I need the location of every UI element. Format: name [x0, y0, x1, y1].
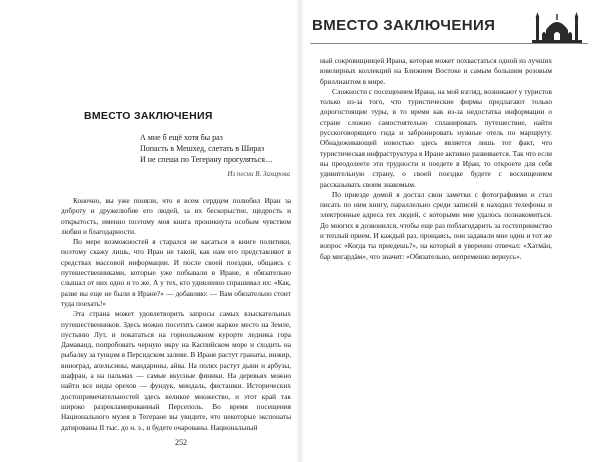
epigraph-line: Попасть в Мешхед, слетать в Шираз [140, 144, 265, 153]
epigraph-source: Из песни В. Захарова [227, 170, 290, 178]
epigraph-line: А мне б ещё хотя бы раз [140, 133, 223, 142]
left-page-body [61, 196, 291, 433]
page-number: 252 [175, 438, 187, 447]
paragraph: По приезде домой я достал свои заметки с фотографиями и стал писать по ним книгу, параллельно среди записей я находил телефоны и электронные адреса тех людей, с которыми мне удалось познакомиться. До многих я дозвонился, чтобы еще раз поблагодарить за гостеприимство и теплый прием. И каждый раз, прощаясь, они задавали мне один и тот же вопрос «Когда ты приедешь?», на который я уверенно отвечал: «Хатмäн, бар мигардäм», что значит: «Обязательно, непременно вернусь». [320, 189, 552, 261]
epigraph-line: И не спеша по Тегерану прогуляться… [140, 155, 273, 164]
paragraph: Конечно, вы уже поняли, что я всем сердцем полюбил Иран за доброту и дружелюбие его людей, за их бескорыстие, щедрость и открытость, именно поэтому моя книга проникнута особым чувством любви и благодарности. [61, 196, 291, 236]
chapter-title: ВМЕСТО ЗАКЛЮЧЕНИЯ [84, 110, 213, 122]
paragraph: Эта страна может удовлетворить запросы самых взыскательных путешественников. Здесь можно посетить самое жаркое место на Земле, пустыню Лут, и покататься на горнолыжном курорте ледника гора Дамаванд, попробовать черную икру на Каспийском море и сходить на рыбалку за тунцом в Персидском заливе. В Иране растут гранаты, инжир, виноград, апельсины, мандарины, айва. На полях растут дыни и арбузы, шафран, а на пальмах — самые вкусные финики. На деревьях можно найти все виды орехов — фундук, миндаль, фисташки. Исторических достопримечательностей здесь великое множество, и этот край так широко разрекламированный Персеполь. Во время посещения Национального музея в Тегеране вы увидите, что некоторые экспонаты датированы II тыс. до н. э., и будете очарованы. Национальный [61, 309, 291, 432]
header-rule [310, 43, 588, 44]
mosque-icon [532, 10, 582, 44]
paragraph: ный сокровищницей Ирана, которая может похвастаться одной из лучших ювелирных коллекций на Ближнем Востоке и самым большим розовым бриллиантом в мире. [320, 56, 552, 86]
paragraph: Сложности с посещением Ирана, на мой взгляд, возникают у туристов только из-за того, что туристические фирмы предлагают только дорогостоящие туры, в то время как из-за недостатка информации о стране сложно самостоятельно спланировать путешествие, найти русскоговорящего гида и забронировать нужные отель по маршруту. Обнадеживающей новостью здесь является лишь тот факт, что туристическая инфраструктура в Иране активно развивается. Так что если вы преодолеете эти трудности и поедете в Иран, то откроете для себя удивительную страну, о своей поездке будете с восхищением рассказывать своим знакомым. [320, 86, 552, 189]
running-head: ВМЕСТО ЗАКЛЮЧЕНИЯ [312, 17, 496, 34]
epigraph [140, 132, 290, 180]
paragraph: По мере возможностей я старался не касаться в книге политики, поэтому скажу лишь, что Иран не такой, как нам его представляют в средствах массовой информации. И после своей поездки, общаясь с путешественниками, которые уже побывали в Иране, я обязательно слышал от них одно и то же. А у тех, кто удивленно спрашивал их: «Как, разве вы еще не были в Иране?» — добавляю: — Вам обязательно стоит туда поехать!» [61, 237, 291, 308]
right-page-body [320, 56, 552, 262]
